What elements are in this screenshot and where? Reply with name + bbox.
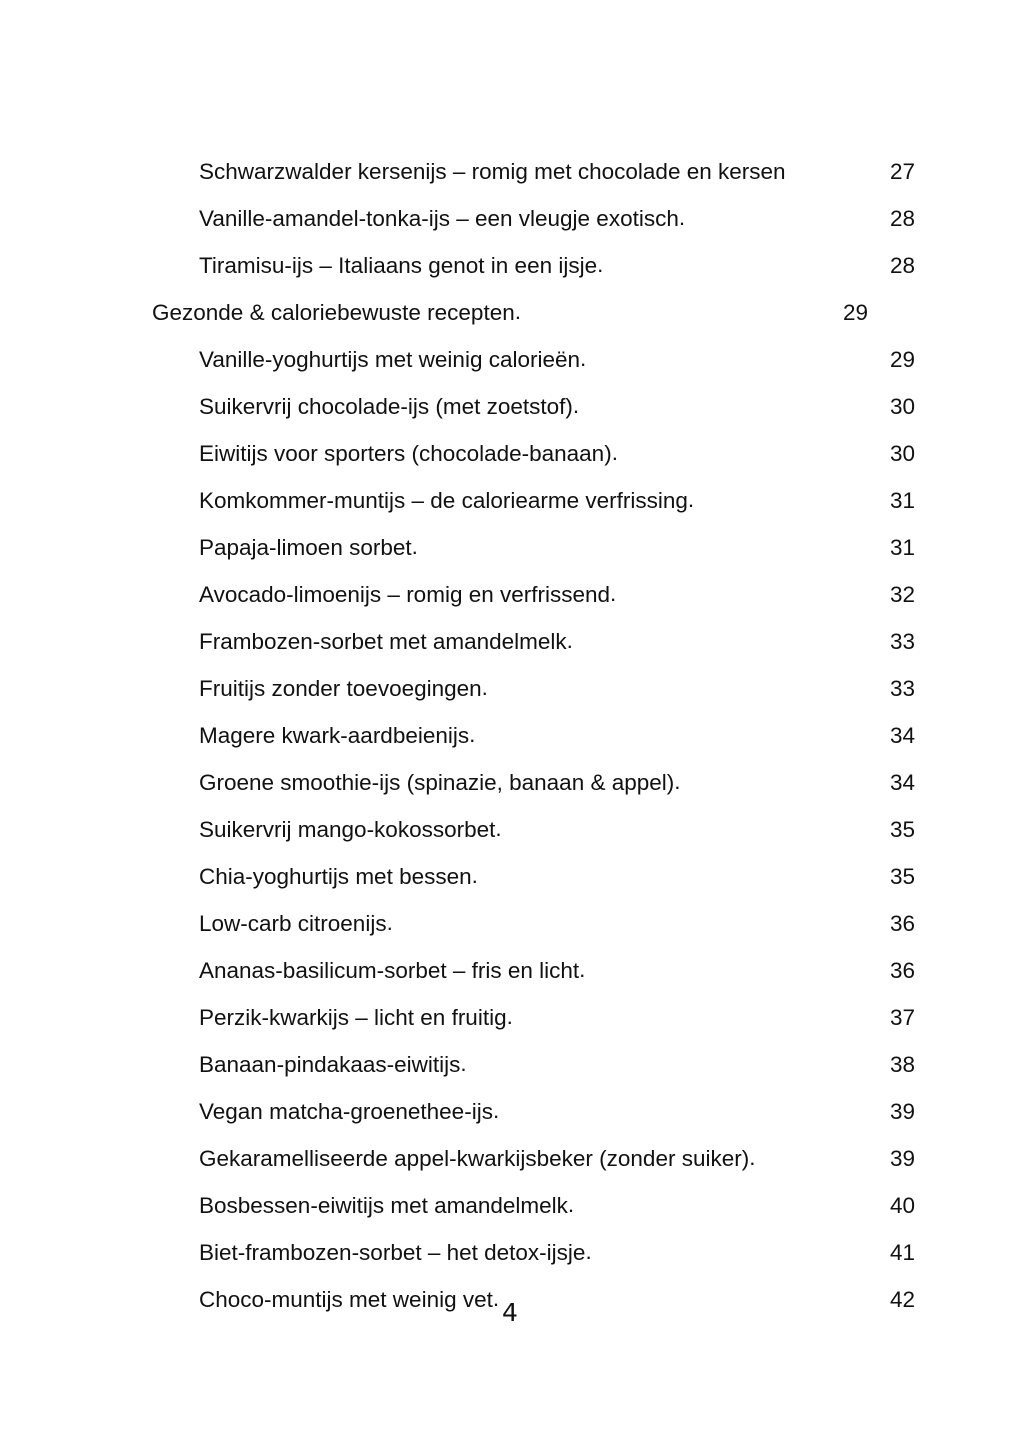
toc-entry-page-number: 42 <box>889 1287 915 1312</box>
toc-entry-title: Vegan matcha-groenethee-ijs <box>199 1099 493 1124</box>
toc-dot-leader: . <box>469 722 476 747</box>
toc-entry-page-number: 29 <box>889 347 915 372</box>
toc-entry-page-number: 34 <box>889 723 915 748</box>
toc-dot-leader: . <box>579 957 586 982</box>
toc-entry[interactable] <box>152 712 915 759</box>
toc-entry[interactable] <box>152 336 915 383</box>
toc-entry-page-number: 39 <box>889 1099 915 1124</box>
toc-entry-page-number: 36 <box>889 958 915 983</box>
toc-entry[interactable] <box>152 618 915 665</box>
toc-entry-title: Suikervrij chocolade-ijs (met zoetstof) <box>199 394 573 419</box>
toc-entry[interactable] <box>152 148 915 195</box>
toc-dot-leader: . <box>471 863 479 888</box>
toc-entry-title: Bosbessen-eiwitijs met amandelmelk <box>199 1193 568 1218</box>
toc-entry[interactable] <box>152 430 915 477</box>
toc-entry-page-number: 38 <box>889 1052 915 1077</box>
toc-entry-title: Avocado-limoenijs – romig en verfrissend <box>199 582 611 607</box>
toc-entry-title: Vanille-amandel-tonka-ijs – een vleugje exotisch <box>199 206 679 231</box>
toc-dot-leader: . <box>749 1145 756 1170</box>
toc-entry-page-number: 27 <box>889 159 915 184</box>
toc-entry[interactable] <box>152 477 915 524</box>
toc-entry-title: Gezonde & caloriebewuste recepten <box>152 300 515 325</box>
toc-entry-page-number: 35 <box>889 817 915 842</box>
toc-entry-page-number: 33 <box>889 629 915 654</box>
toc-entry-page-number: 34 <box>889 770 915 795</box>
toc-entry-title: Perzik-kwarkijs – licht en fruitig <box>199 1005 507 1030</box>
toc-entry-page-number: 36 <box>889 911 915 936</box>
toc-entry-page-number: 30 <box>889 441 915 466</box>
toc-entry-title: Ananas-basilicum-sorbet – fris en licht <box>199 958 580 983</box>
toc-dot-leader: . <box>585 1239 593 1264</box>
toc-entry[interactable] <box>152 665 915 712</box>
table-of-contents <box>152 148 915 1323</box>
toc-entry-page-number: 30 <box>889 394 915 419</box>
toc-entry-title: Eiwitijs voor sporters (chocolade-banaan) <box>199 441 612 466</box>
toc-dot-leader: . <box>580 346 587 371</box>
toc-dot-leader: . <box>386 910 394 935</box>
toc-entry-title: Fruitijs zonder toevoegingen <box>199 676 482 701</box>
toc-entry-title: Chia-yoghurtijs met bessen <box>199 864 472 889</box>
toc-entry[interactable] <box>152 571 915 618</box>
toc-entry[interactable] <box>152 383 915 430</box>
toc-entry-title: Frambozen-sorbet met amandelmelk <box>199 629 567 654</box>
page-number: 4 <box>502 1298 518 1327</box>
toc-entry-title: Suikervrij mango-kokossorbet <box>199 817 496 842</box>
toc-dot-leader: . <box>678 205 686 230</box>
toc-entry-page-number: 31 <box>889 535 915 560</box>
toc-entry[interactable] <box>152 1135 915 1182</box>
toc-dot-leader: . <box>411 534 419 559</box>
toc-entry[interactable] <box>152 524 915 571</box>
toc-entry-page-number: 31 <box>889 488 915 513</box>
toc-entry-title: Schwarzwalder kersenijs – romig met chocolade en kersen <box>199 159 786 184</box>
toc-entry[interactable] <box>152 1041 915 1088</box>
toc-entry-title: Komkommer-muntijs – de caloriearme verfrissing <box>199 488 688 513</box>
toc-entry-page-number: 37 <box>889 1005 915 1030</box>
toc-dot-leader: . <box>495 816 503 841</box>
toc-entry-page-number: 32 <box>889 582 915 607</box>
toc-entry[interactable] <box>152 900 915 947</box>
toc-dot-leader: . <box>481 675 489 700</box>
toc-entry-title: Low-carb citroenijs <box>199 911 387 936</box>
toc-entry[interactable] <box>152 947 915 994</box>
toc-dot-leader: . <box>506 1004 514 1029</box>
toc-dot-leader: . <box>566 628 574 653</box>
toc-entry-title: Vanille-yoghurtijs met weinig calorieën <box>199 347 581 372</box>
toc-entry[interactable] <box>152 289 868 336</box>
toc-dot-leader: . <box>687 487 695 512</box>
toc-entry[interactable] <box>152 1229 915 1276</box>
toc-entry-title: Papaja-limoen sorbet <box>199 535 412 560</box>
toc-dot-leader: . <box>610 581 617 606</box>
toc-entry-title: Magere kwark-aardbeienijs <box>199 723 470 748</box>
toc-entry[interactable] <box>152 1182 915 1229</box>
toc-entry-title: Gekaramelliseerde appel-kwarkijsbeker (zonder suiker) <box>199 1146 750 1171</box>
toc-entry-page-number: 40 <box>889 1193 915 1218</box>
toc-entry-title: Groene smoothie-ijs (spinazie, banaan & appel) <box>199 770 675 795</box>
toc-dot-leader: . <box>572 393 580 418</box>
toc-dot-leader: . <box>492 1286 500 1311</box>
toc-entry-title: Tiramisu-ijs – Italiaans genot in een ijsje <box>199 253 598 278</box>
toc-entry-page-number: 35 <box>889 864 915 889</box>
toc-entry-page-number: 39 <box>889 1146 915 1171</box>
toc-entry[interactable] <box>152 1088 915 1135</box>
toc-entry-title: Banaan-pindakaas-eiwitijs <box>199 1052 461 1077</box>
toc-dot-leader: . <box>460 1051 468 1076</box>
toc-entry[interactable] <box>152 759 915 806</box>
toc-entry-page-number: 33 <box>889 676 915 701</box>
toc-entry[interactable] <box>152 994 915 1041</box>
toc-dot-leader: . <box>611 440 619 465</box>
toc-dot-leader: . <box>492 1098 500 1123</box>
toc-dot-leader: . <box>567 1192 575 1217</box>
toc-dot-leader: . <box>597 252 604 277</box>
toc-entry[interactable] <box>152 806 915 853</box>
toc-entry-page-number: 28 <box>889 206 915 231</box>
toc-entry[interactable] <box>152 853 915 900</box>
toc-entry[interactable] <box>152 195 915 242</box>
toc-entry[interactable] <box>152 242 915 289</box>
toc-entry-page-number: 29 <box>842 300 868 325</box>
toc-entry-title: Biet-frambozen-sorbet – het detox-ijsje <box>199 1240 586 1265</box>
toc-entry-title: Choco-muntijs met weinig vet <box>199 1287 493 1312</box>
toc-entry-page-number: 41 <box>889 1240 915 1265</box>
toc-entry-page-number: 28 <box>889 253 915 278</box>
toc-dot-leader: . <box>514 299 522 324</box>
toc-dot-leader: . <box>674 769 682 794</box>
